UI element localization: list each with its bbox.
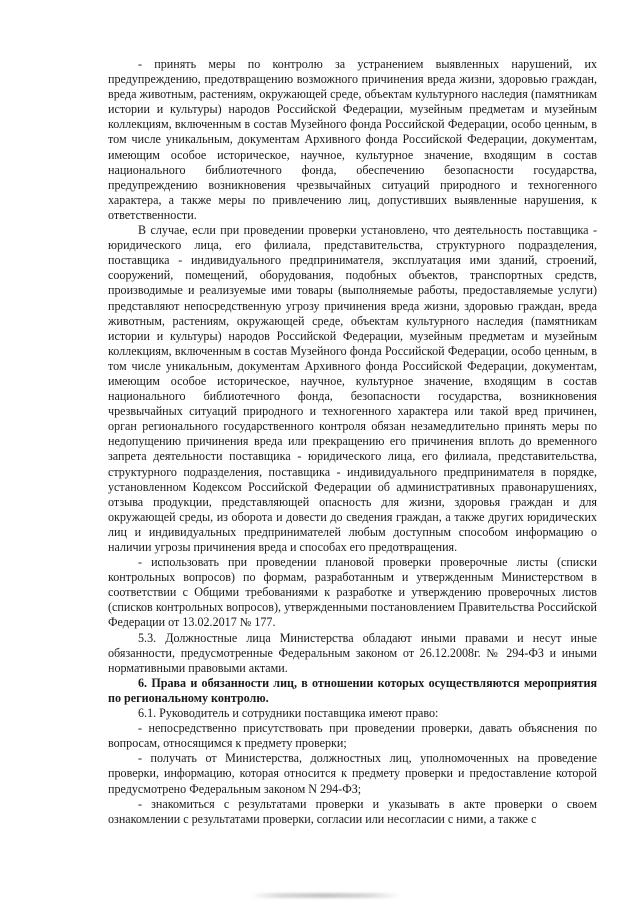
paragraph-5-3: 5.3. Должностные лица Министерства обладают иными правами и несут иные обязанности, предусмотренные Федеральным законом от 26.12.2008г. № 294-ФЗ и иными нормативными правовыми актами.: [108, 630, 597, 675]
paragraph-checklists: - использовать при проведении плановой проверки проверочные листы (списки контрольных вопросов) по формам, разработанным и утвержденным Министерством в соответствии с Общими требованиями к разработке и утверждению проверочных листов (списков контрольных вопросов), утвержденными постановлением Правительства Российской Федерации от 13.02.2017 № 177.: [108, 555, 597, 630]
paragraph-right-results: - знакомиться с результатами проверки и указывать в акте проверки о своем ознакомлении с результатами проверки, согласии или несогласии с ними, а также с: [108, 796, 597, 826]
scan-artifact: [250, 893, 400, 898]
paragraph-threat-case: В случае, если при проведении проверки установлено, что деятельность поставщика - юридического лица, его филиала, представительства, структурного подразделения, поставщика - индивидуального предпринимателя, эксплуатация ими зданий, строений, сооружений, помещений, оборудования, подобных объектов, транспортных средств, производимые и реализуемые ими товары (выполняемые работы, предоставляемые услуги) представляют непосредственную угрозу причинения вреда жизни, здоровью граждан, вреда животным, растениям, окружающей среде, объектам культурного наследия (памятникам истории и культуры) народов Российской Федерации, музейным предметам и музейным коллекциям, включенным в состав Музейного фонда Российской Федерации, особо ценным, в том числе уникальным, документам Архивного фонда Российской Федерации, документам, имеющим особое историческое, научное, культурное значение, входящим в состав национального библиотечного фонда, безопасности государства, возникновения чрезвычайных ситуаций природного и техногенного характера или такой вред причинен, орган регионального государственного контроля обязан незамедлительно принять меры по недопущению причинения вреда или прекращению его причинения вплоть до временного запрета деятельности поставщика - юридического лица, его филиала, представительства, структурного подразделения, поставщика - индивидуального предпринимателя в порядке, установленном Кодексом Российской Федерации об административных правонарушениях, отзыва продукции, представляющей опасность для жизни, здоровья граждан и для окружающей среды, из оборота и довести до сведения граждан, а также других юридических лиц и индивидуальных предпринимателей любым доступным способом информацию о наличии угрозы причинения вреда и способах его предотвращения.: [108, 223, 597, 554]
paragraph-right-information: - получать от Министерства, должностных лиц, уполномоченных на проведение проверки, информацию, которая относится к предмету проверки и предоставление которой предусмотрено Федеральным законом N 294-ФЗ;: [108, 751, 597, 796]
paragraph-6-1: 6.1. Руководитель и сотрудники поставщика имеют право:: [138, 706, 439, 721]
paragraph-right-attend: - непосредственно присутствовать при проведении проверки, давать объяснения по вопросам, относящимся к предмету проверки;: [108, 721, 597, 751]
document-body: [108, 57, 597, 827]
section-6-heading: 6. Права и обязанности лиц, в отношении которых осуществляются мероприятия по региональному контролю.: [108, 675, 597, 705]
paragraph-measures: - принять меры по контролю за устранением выявленных нарушений, их предупреждению, предотвращению возможного причинения вреда жизни, здоровью граждан, вреда животным, растениям, окружающей среде, объектам культурного наследия (памятникам истории и культуры) народов Российской Федерации, музейным предметам и музейным коллекциям, включенным в состав Музейного фонда Российской Федерации, особо ценным, в том числе уникальным, документам Архивного фонда Российской Федерации, документам, имеющим особое историческое, научное, культурное значение, входящим в состав национального библиотечного фонда, обеспечению безопасности государства, предупреждению возникновения чрезвычайных ситуаций природного и техногенного характера, а также меры по привлечению лиц, допустивших выявленные нарушения, к ответственности.: [108, 57, 597, 222]
